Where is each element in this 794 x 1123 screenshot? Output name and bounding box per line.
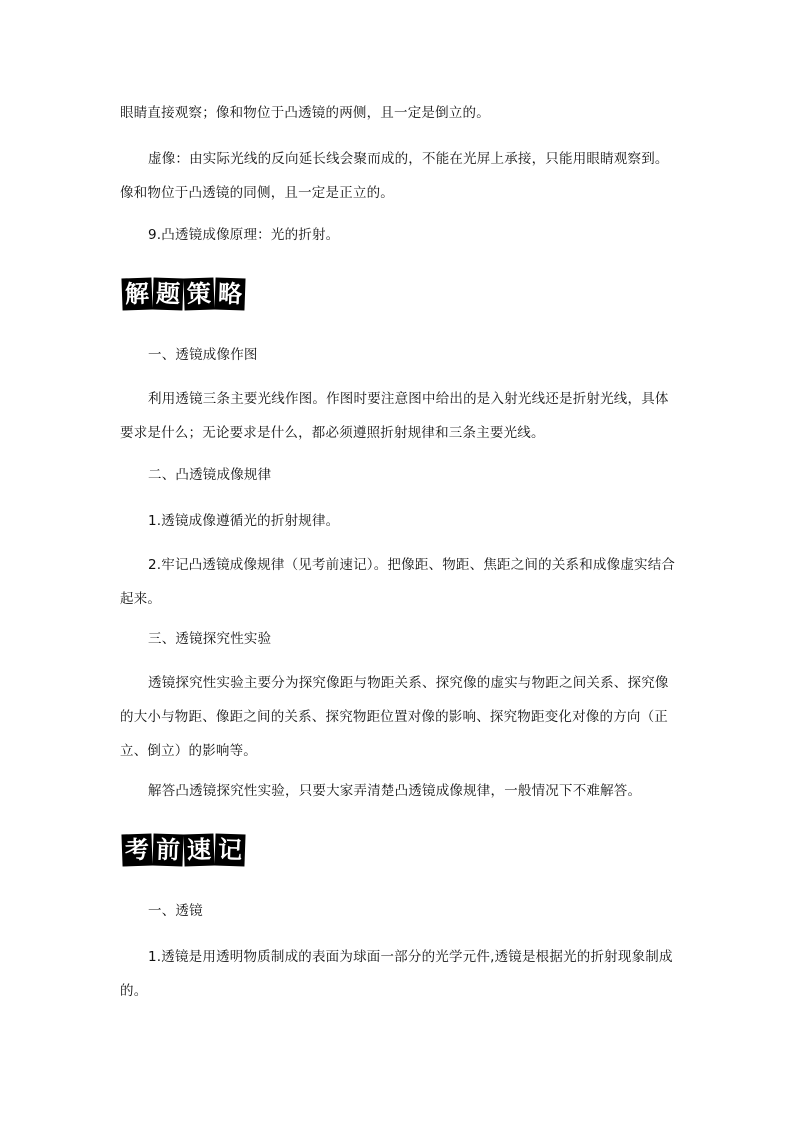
- paragraph-rule-2: 2.牢记凸透镜成像规律（见考前速记）。把像距、物距、焦距之间的关系和成像虚实结合起来。: [120, 557, 676, 607]
- heading-char: 记: [214, 833, 245, 866]
- heading-char: 前: [152, 833, 183, 866]
- heading-char: 略: [214, 277, 245, 310]
- heading-char: 速: [183, 833, 214, 866]
- heading-char: 考: [121, 833, 152, 866]
- heading-exam-notes: [122, 834, 245, 866]
- heading-char: 题: [152, 277, 183, 310]
- section-title-experiments: 三、透镜探究性实验: [148, 631, 272, 647]
- paragraph-virtual-image: 虚像：由实际光线的反向延长线会聚而成的，不能在光屏上承接，只能用眼睛观察到。像和物位于凸透镜的同侧，且一定是正立的。: [120, 151, 669, 201]
- paragraph-rule-1: 1.透镜成像遵循光的折射规律。: [148, 513, 340, 529]
- heading-problem-strategy: [122, 278, 245, 310]
- heading-char: 策: [183, 277, 214, 310]
- paragraph-lens-drawing: 利用透镜三条主要光线作图。作图时要注意图中给出的是入射光线还是折射光线，具体要求是什么；无论要求是什么，都必须遵照折射规律和三条主要光线。: [120, 391, 669, 441]
- heading-char: 解: [121, 277, 152, 310]
- section-title-lens: 一、透镜: [148, 903, 203, 919]
- paragraph-real-image-end: 眼睛直接观察；像和物位于凸透镜的两侧，且一定是倒立的。: [120, 105, 490, 121]
- section-title-lens-drawing: 一、透镜成像作图: [148, 347, 258, 363]
- paragraph-lens-definition: 1.透镜是用透明物质制成的表面为球面一部分的光学元件,透镜是根据光的折射现象制成的。: [120, 949, 673, 999]
- section-title-imaging-rules: 二、凸透镜成像规律: [148, 467, 272, 483]
- paragraph-experiments: 透镜探究性实验主要分为探究像距与物距关系、探究像的虚实与物距之间关系、探究像的大小与物距、像距之间的关系、探究物距位置对像的影响、探究物距变化对像的方向（正立、倒立）的影响等。: [120, 675, 669, 759]
- paragraph-principle: 9.凸透镜成像原理：光的折射。: [148, 227, 340, 243]
- paragraph-experiment-tip: 解答凸透镜探究性实验，只要大家弄清楚凸透镜成像规律，一般情况下不难解答。: [148, 783, 642, 799]
